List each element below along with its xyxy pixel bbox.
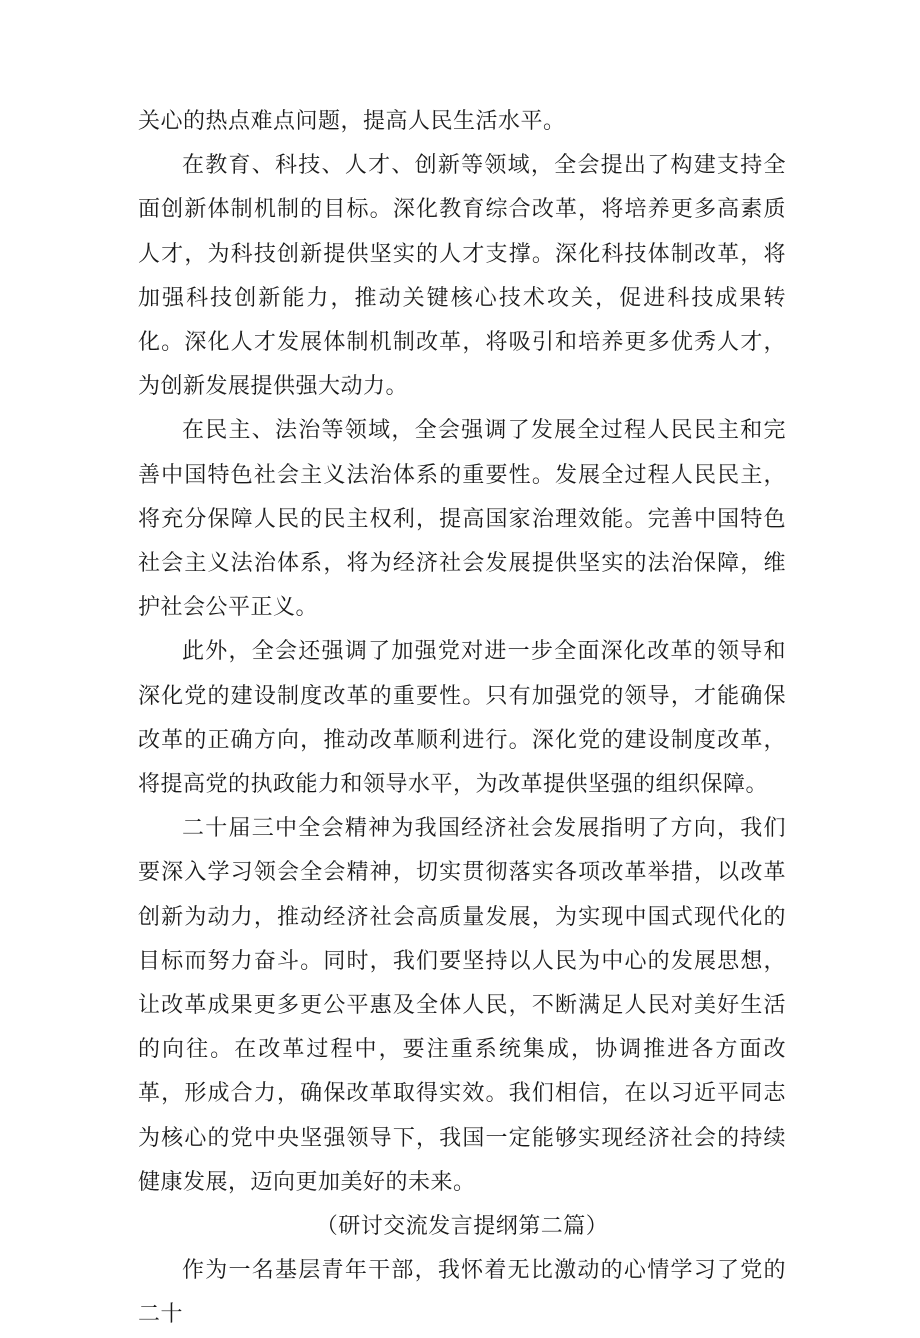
paragraph-conclusion: 二十届三中全会精神为我国经济社会发展指明了方向，我们要深入学习领会全会精神，切实贯彻落实各项改革举措，以改革创新为动力，推动经济社会高质量发展，为实现中国式现代化的目标而努力奋斗。同时，我们要坚持以人民为中心的发展思想，让改革成果更多更公平惠及全体人民，不断满足人民对美好生活的向往。在改革过程中，要注重系统集成，协调推进各方面改革，形成合力，确保改革取得实效。我们相信，在以习近平同志为核心的党中央坚强领导下，我国一定能够实现经济社会的持续健康发展，迈向更加美好的未来。	[138, 816, 786, 1195]
document-body	[138, 100, 786, 1338]
section-heading: （研讨交流发言提纲第二篇）	[315, 1214, 609, 1240]
paragraph-second-part-opening: 作为一名基层青年干部，我怀着无比激动的心情学习了党的二十	[138, 1258, 786, 1328]
paragraph-innovation: 在教育、科技、人才、创新等领域，全会提出了构建支持全面创新体制机制的目标。深化教育综合改革，将培养更多高素质人才，为科技创新提供坚实的人才支撑。深化科技体制改革，将加强科技创新能力，推动关键核心技术攻关，促进科技成果转化。深化人才发展体制机制改革，将吸引和培养更多优秀人才，为创新发展提供强大动力。	[138, 153, 786, 400]
paragraph-party-leadership: 此外，全会还强调了加强党对进一步全面深化改革的领导和深化党的建设制度改革的重要性。只有加强党的领导，才能确保改革的正确方向，推动改革顺利进行。深化党的建设制度改革，将提高党的执政能力和领导水平，为改革提供坚强的组织保障。	[138, 639, 786, 798]
paragraph-democracy-rule-of-law: 在民主、法治等领域，全会强调了发展全过程人民民主和完善中国特色社会主义法治体系的重要性。发展全过程人民民主，将充分保障人民的民主权利，提高国家治理效能。完善中国特色社会主义法治体系，将为经济社会发展提供坚实的法治保障，维护社会公平正义。	[138, 418, 786, 621]
paragraph-continuation: 关心的热点难点问题，提高人民生活水平。	[138, 109, 566, 134]
